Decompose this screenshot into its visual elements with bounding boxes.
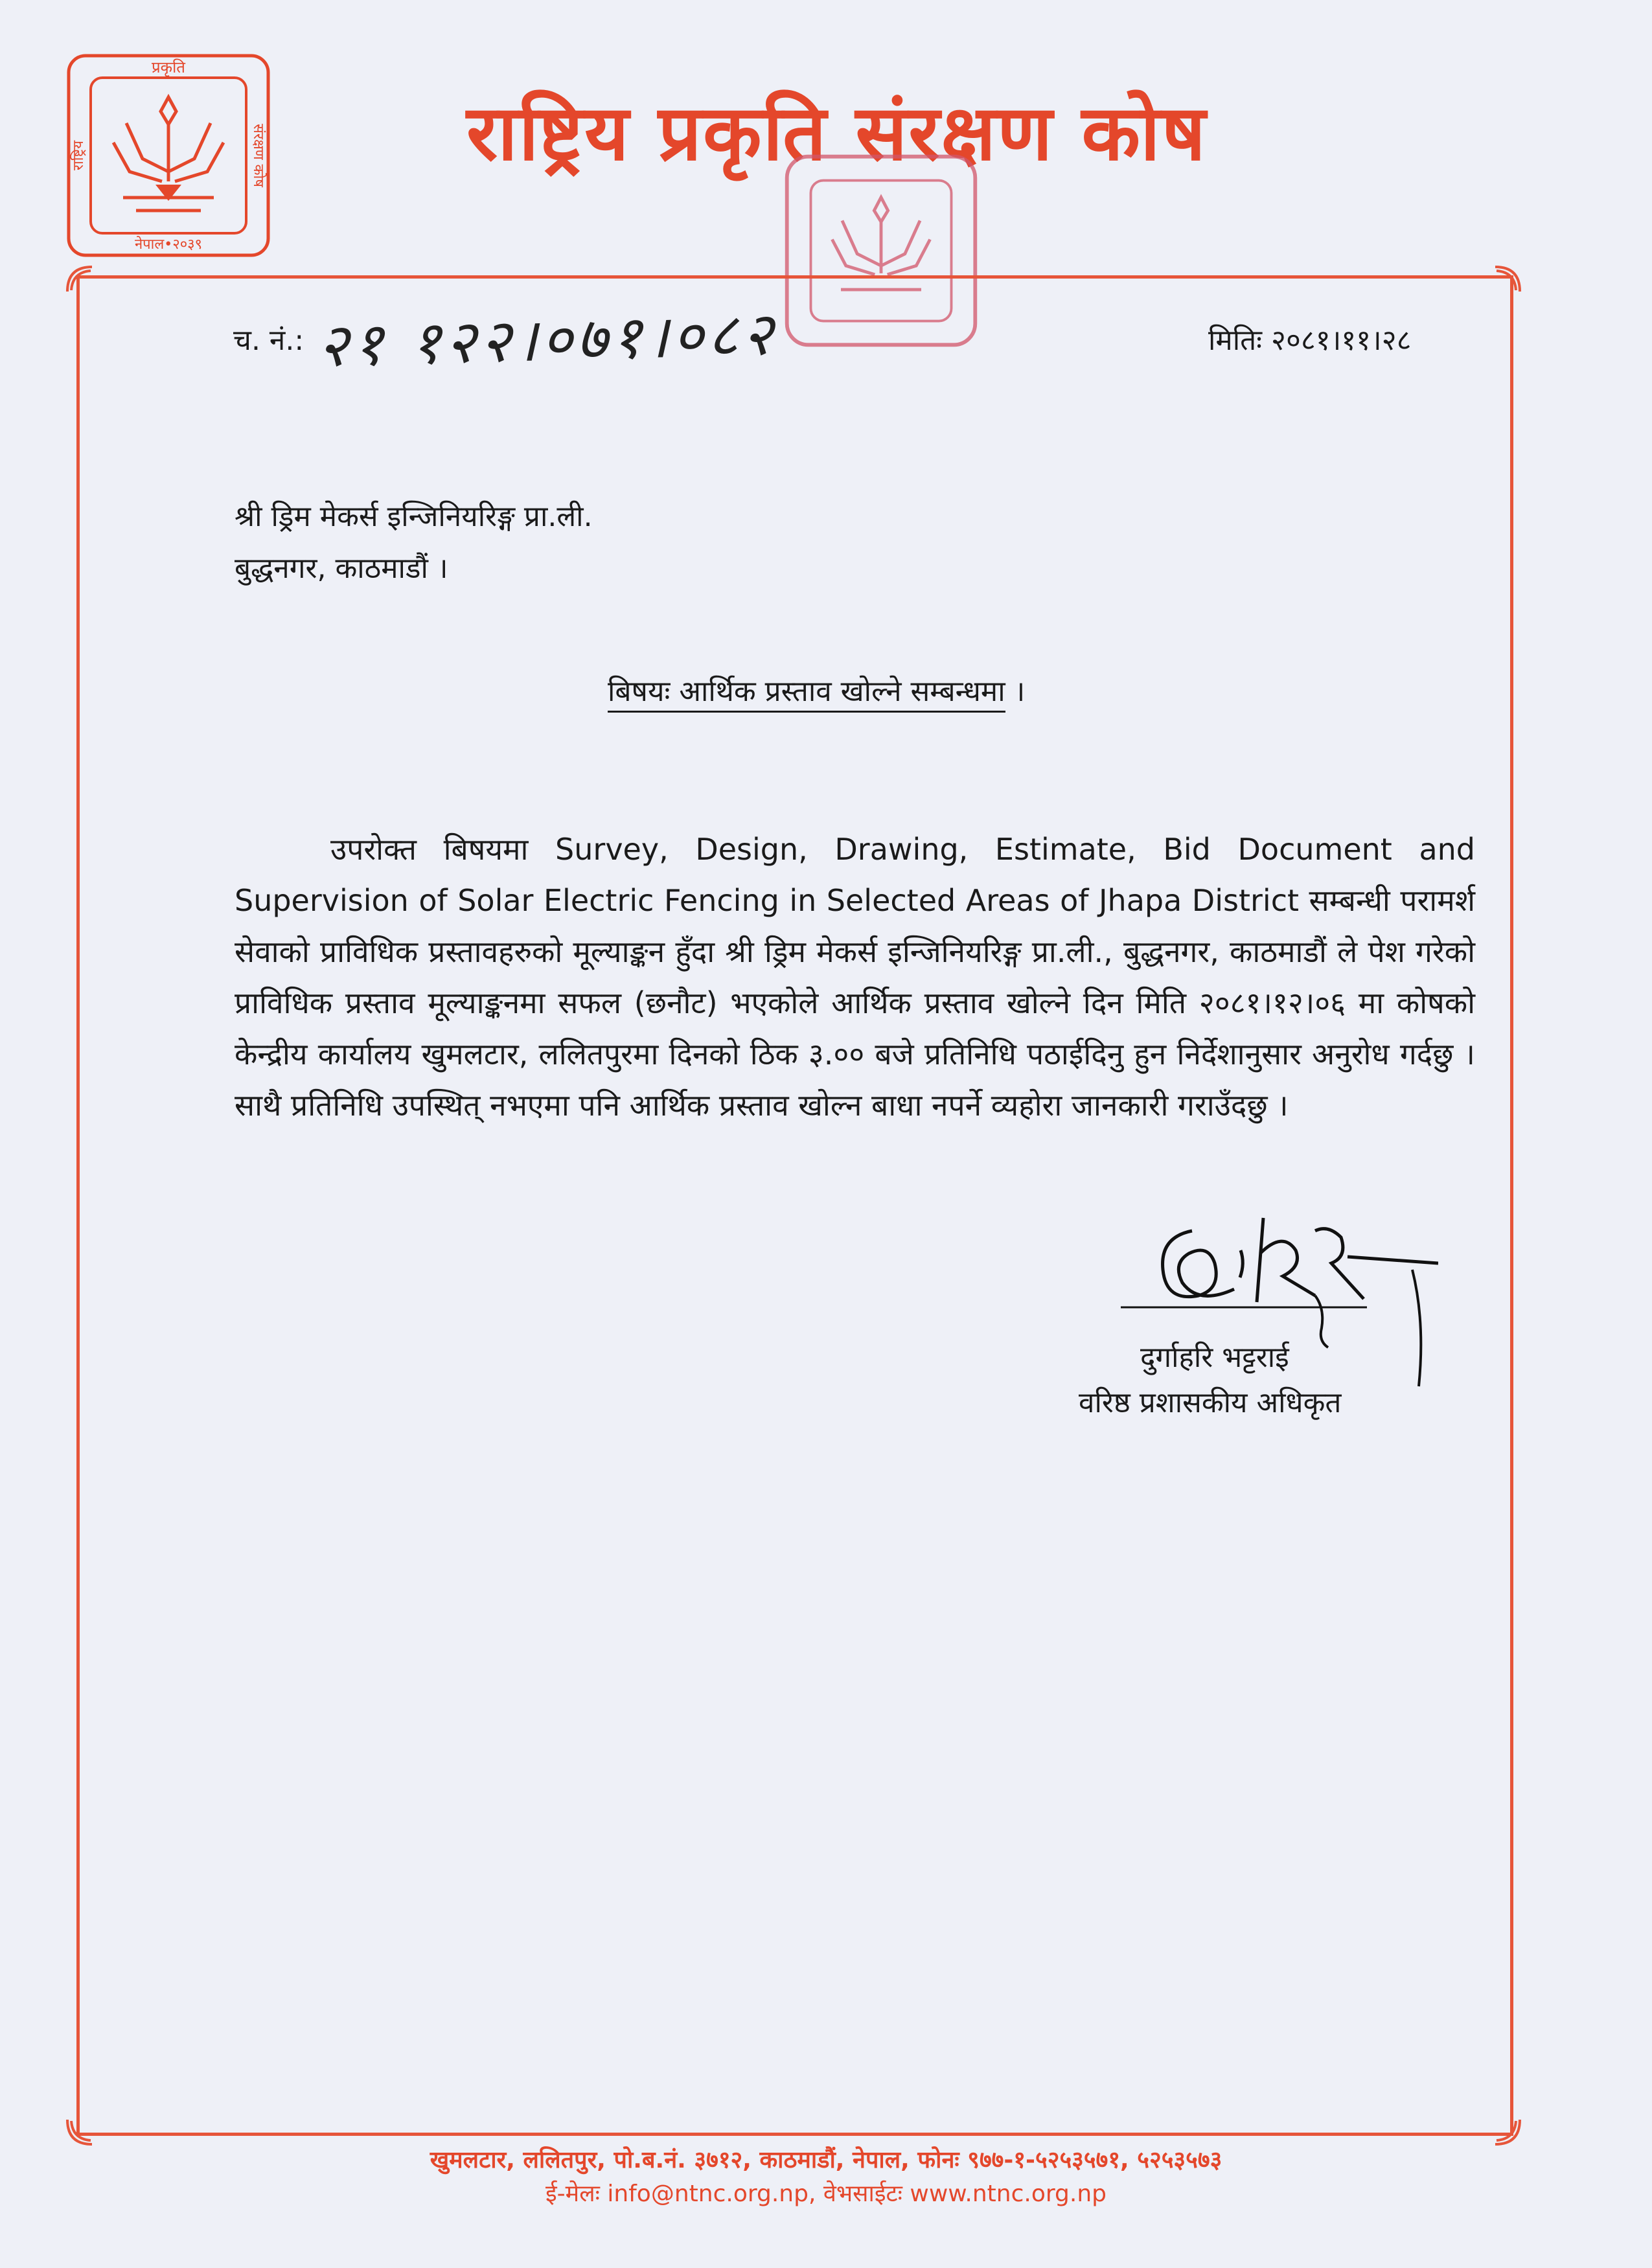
footer-contact: ई-मेलः info@ntnc.org.np, वेभसाईटः www.ntnc.org.np (545, 2181, 1107, 2207)
reference-label: च. नं.: (233, 324, 304, 357)
addressee-address: बुद्धनगर, काठमाडौं । (235, 552, 448, 585)
subject-line (608, 667, 1025, 716)
logo-text-right: संरक्षण कोष (250, 124, 266, 187)
signatory-title: वरिष्ठ प्रशासकीय अधिकृत (1079, 1386, 1342, 1419)
letter-body: उपरोक्त बिषयमा Survey, Design, Drawing, Estimate, Bid Document and Supervision of Solar Electric Fencing in Selected Areas of Jhapa District सम्बन्धी परामर्श सेवाको प्राविधिक प्रस्तावहरुको मूल्याङ्कन हुँदा श्री ड्रिम मेकर्स इन्जिनियरिङ्ग प्रा.ली., बुद्धनगर, काठमाडौं ले पेश गरेको प्राविधिक प्रस्ताव मूल्याङ्कनमा सफल (छनौट) भएकोले आर्थिक प्रस्ताव खोल्ने दिन मिति २०८१।१२।०६ मा कोषको केन्द्रीय कार्यालय खुमलटार, ललितपुरमा दिनको ठिक ३.०० बजे प्रतिनिधि पठाईदिनु हुन निर्देशानुसार अनुरोध गर्दछु । साथै प्रतिनिधि उपस्थित् नभएमा पनि आर्थिक प्रस्ताव खोल्न बाधा नपर्ने व्यहोरा जानकारी गराउँदछु । (235, 832, 1475, 1123)
organization-title: राष्ट्रिय प्रकृति संरक्षण कोष (466, 88, 1207, 178)
subject-end: । (1005, 675, 1026, 708)
logo-text-left: राष्ट्रिय (71, 140, 87, 171)
footer-address: खुमलटार, ललितपुर, पो.ब.नं. ३७१२, काठमाडौं, नेपाल, फोनः ९७७-१-५२५३५७१, ५२५३५७३ (430, 2147, 1222, 2173)
organization-logo (65, 52, 272, 259)
logo-text-bottom: नेपाल•२०३९ (134, 236, 203, 253)
letter-date: मितिः २०८१।११।२८ (1208, 324, 1412, 357)
subject-text: बिषयः आर्थिक प्रस्ताव खोल्ने सम्बन्धमा (608, 675, 1005, 713)
signatory-name: दुर्गाहरि भट्टराई (1140, 1341, 1289, 1374)
logo-text-top: प्रकृति (152, 58, 185, 76)
reference-number-handwritten: २१ १२२।०७१।०८२ (316, 299, 778, 381)
corner-ornament-icon (1493, 264, 1522, 294)
addressee-name: श्री ड्रिम मेकर्स इन्जिनियरिङ्ग प्रा.ली. (235, 500, 593, 533)
corner-ornament-icon (65, 264, 95, 294)
